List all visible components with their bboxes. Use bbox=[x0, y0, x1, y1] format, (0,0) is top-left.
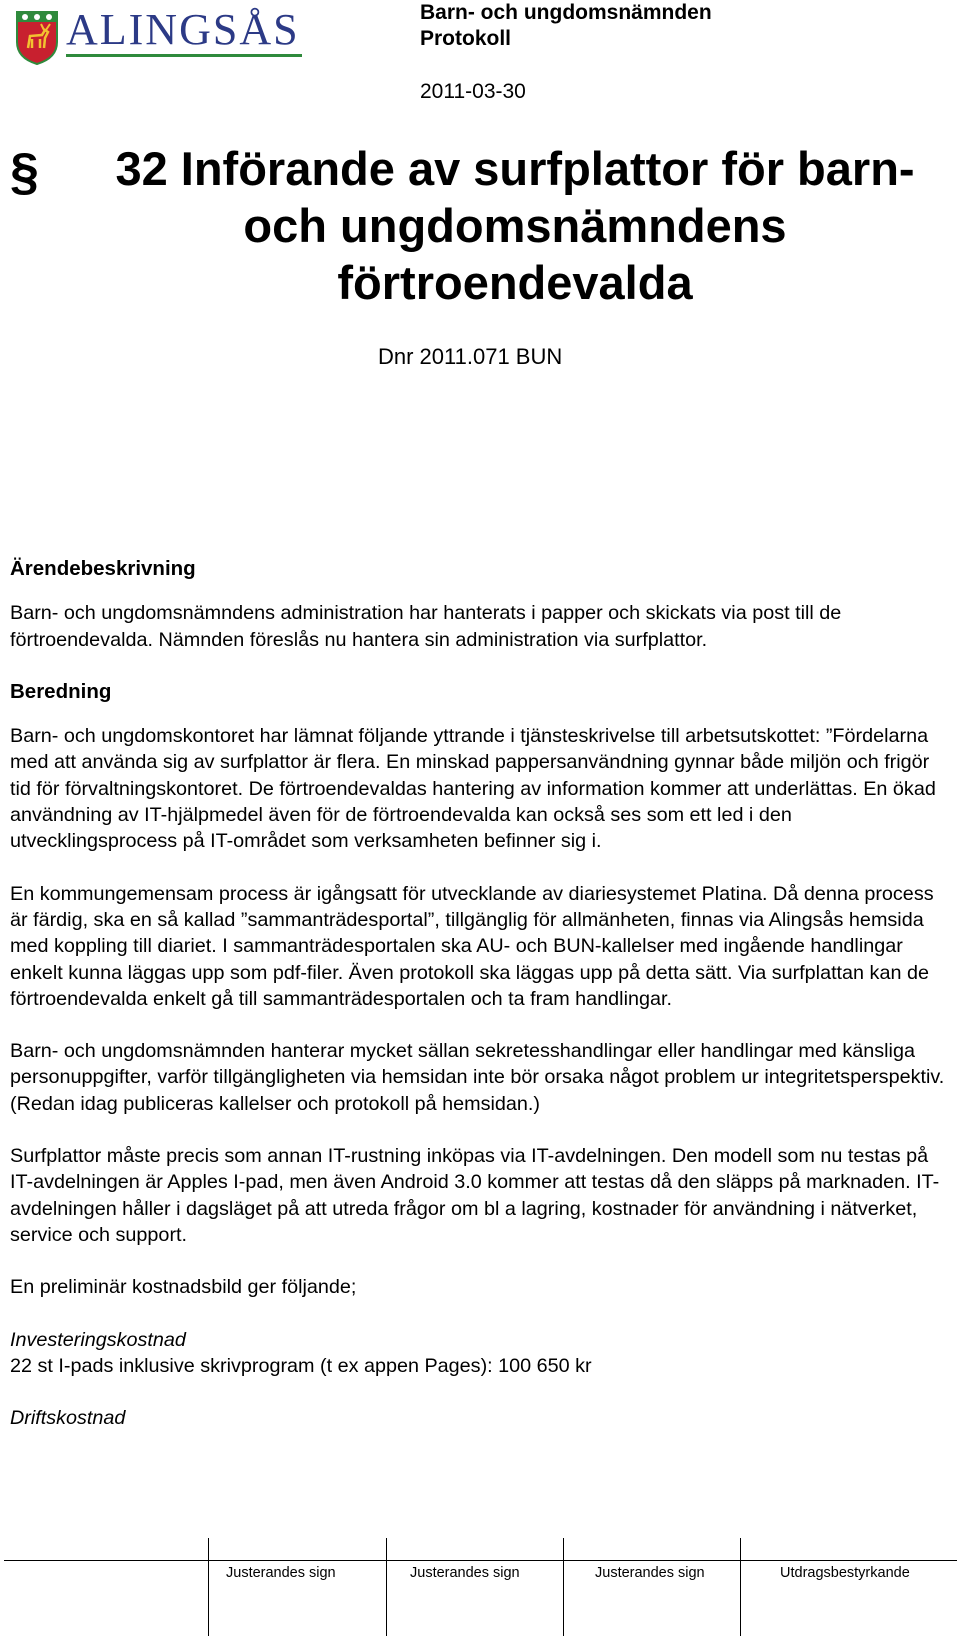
meeting-date: 2011-03-30 bbox=[420, 80, 526, 103]
coat-of-arms-icon bbox=[14, 8, 60, 66]
registration-number: Dnr 2011.071 BUN bbox=[378, 344, 563, 369]
certification-field: Utdragsbestyrkande bbox=[780, 1565, 910, 1581]
logo-wordmark: ALINGSÅS bbox=[66, 5, 300, 54]
alingsas-logo bbox=[14, 6, 304, 70]
paragraph-beredning-5: En preliminär kostnadsbild ger följande; bbox=[10, 1276, 357, 1299]
paragraph-arendebeskrivning: Barn- och ungdomsnämndens administration har hanterats i papper och skickats via post till de förtroendevalda. Nämnden föreslås nu hantera sin administration via surfplattor. bbox=[10, 602, 842, 651]
investment-cost-line: 22 st I-pads inklusive skrivprogram (t ex appen Pages): 100 650 kr bbox=[10, 1354, 592, 1377]
committee-name: Barn- och ungdomsnämnden bbox=[420, 1, 712, 24]
logo-underline bbox=[66, 54, 302, 57]
paragraph-beredning-2: En kommungemensam process är igångsatt för utvecklande av diariesystemet Platina. Då denna process är färdig, ska en så kallad ”sammanträdesportal”, tillgänglig för allmänheten, finnas via Alingsås hemsida med koppling till diariet. I sammanträdesportalen ska AU- och BUN-kallelser med ingående handlingar enkelt kunna läggas upp som pdf-filer. Även protokoll ska läggas upp på detta sätt. Via surfplattan kan de förtroendevalda enkelt gå till sammanträdesportalen och ta fram handlingar. bbox=[10, 882, 934, 1010]
heading-arendebeskrivning: Ärendebeskrivning bbox=[10, 557, 196, 580]
page-title: 32 Införande av surfplattor för barn- och ungdomsnämndens förtroendevalda bbox=[115, 142, 915, 309]
document-body bbox=[10, 556, 950, 1431]
footer-divider bbox=[386, 1538, 387, 1636]
footer-rule bbox=[4, 1560, 957, 1561]
heading-investment: Investeringskostnad bbox=[10, 1328, 186, 1351]
document-type: Protokoll bbox=[420, 27, 512, 50]
heading-operating-cost: Driftskostnad bbox=[10, 1407, 126, 1430]
paragraph-beredning-4: Surfplattor måste precis som annan IT-rustning inköpas via IT-avdelningen. Den modell som nu testas på IT-avdelningen är Apples I-pad, men även Android 3.0 kommer att testas då den släpps på marknaden. IT-avdelningen håller i dagsläget på att utreda frågor om bl a lagring, kostnader för användning i nätverket, service och support. bbox=[10, 1145, 940, 1246]
footer-divider bbox=[208, 1538, 209, 1636]
heading-beredning: Beredning bbox=[10, 679, 112, 703]
footer-divider bbox=[563, 1538, 564, 1636]
footer-divider bbox=[740, 1538, 741, 1636]
paragraph-beredning-1: Barn- och ungdomskontoret har lämnat följande yttrande i tjänsteskrivelse till arbetsutskottet: ”Fördelarna med att använda sig av surfplattor är flera. En minskad pappersanvändning gynnar både miljön och frigör tid för förvaltningskontoret. De förtroendevaldas hantering av information kommer att underlättas. En ökad användning av IT-hjälpmedel även för de förtroendevalda kan också ses som ett led i den utvecklingsprocess på IT-området som verksamheten befinner sig i. bbox=[10, 725, 936, 853]
signature-field-1: Justerandes sign bbox=[226, 1565, 336, 1581]
paragraph-sign: § bbox=[10, 143, 39, 201]
signature-field-3: Justerandes sign bbox=[595, 1565, 705, 1581]
paragraph-beredning-3: Barn- och ungdomsnämnden hanterar mycket sällan sekretesshandlingar eller handlingar med känsliga personuppgifter, varför tillgängligheten via hemsidan inte bör orsaka något problem ur integritetsperspektiv. (Redan idag publiceras kallelser och protokoll på hemsidan.) bbox=[10, 1040, 945, 1115]
signature-field-2: Justerandes sign bbox=[410, 1565, 520, 1581]
